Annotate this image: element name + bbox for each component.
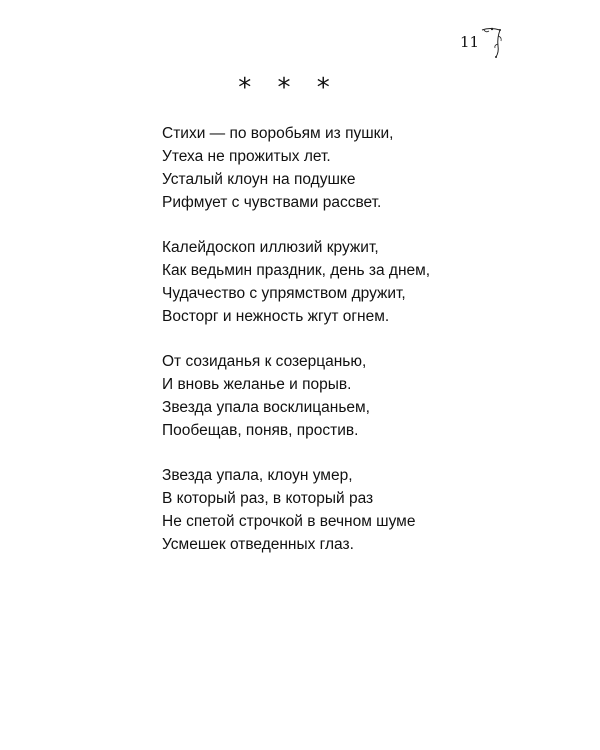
poem-line: Не спетой строчкой в вечном шуме: [162, 513, 416, 530]
poem-line: Стихи — по воробьям из пушки,: [162, 125, 394, 142]
poem-line: Чудачество с упрямством дружит,: [162, 285, 406, 302]
poem-line: Как ведьмин праздник, день за днем,: [162, 262, 431, 279]
poem-line: Пообещав, поняв, простив.: [162, 422, 359, 439]
poem-line: Звезда упала, клоун умер,: [162, 467, 353, 484]
poem-line: Рифмует с чувствами рассвет.: [162, 194, 382, 211]
poem-line: Калейдоскоп иллюзий кружит,: [162, 239, 379, 256]
poem-line: И вновь желанье и порыв.: [162, 376, 352, 393]
floral-corner-icon: [480, 26, 504, 60]
poem-line: Усмешек отведенных глаз.: [162, 536, 354, 553]
poem-title: * * *: [238, 73, 339, 103]
poem-line: Усталый клоун на подушке: [162, 171, 356, 188]
poem-line: В который раз, в который раз: [162, 490, 374, 507]
poem-body: [162, 122, 562, 578]
stanza: [162, 464, 562, 556]
stanza: [162, 236, 562, 328]
stanza: [162, 350, 562, 442]
poem-line: От созиданья к созерцанью,: [162, 353, 367, 370]
poem-line: Утеха не прожитых лет.: [162, 148, 331, 165]
poem-line: Восторг и нежность жгут огнем.: [162, 308, 390, 325]
stanza: [162, 122, 562, 214]
poem-line: Звезда упала восклицаньем,: [162, 399, 370, 416]
page-number: 11: [460, 33, 480, 51]
